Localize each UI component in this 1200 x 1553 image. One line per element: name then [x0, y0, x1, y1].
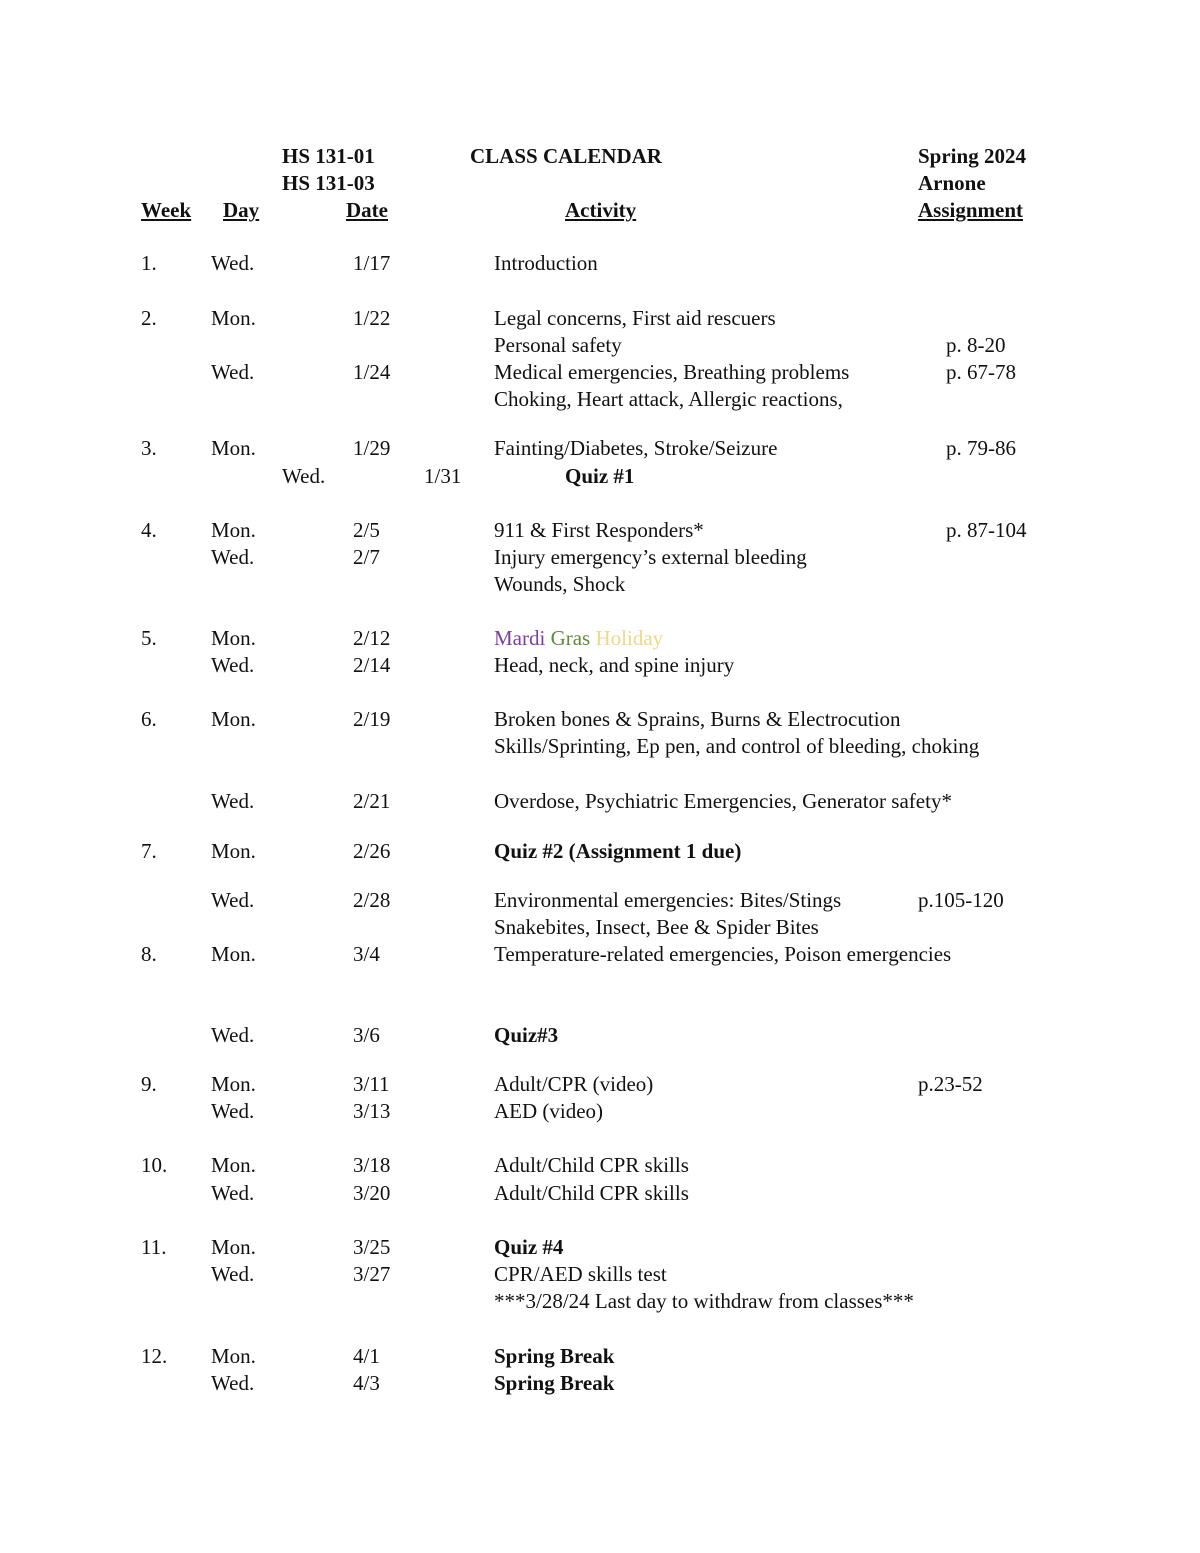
week-number: 5.	[141, 626, 157, 650]
activity-text: CPR/AED skills test	[494, 1262, 667, 1286]
class-date: 2/12	[353, 626, 391, 650]
assignment-pages: p.23-52	[918, 1072, 983, 1096]
column-header-activity: Activity	[565, 198, 637, 222]
week-number: 9.	[141, 1072, 157, 1096]
class-day: Wed.	[211, 1262, 255, 1286]
column-header-day: Day	[223, 198, 260, 222]
class-day: Wed.	[282, 464, 326, 488]
class-date: 3/6	[353, 1023, 380, 1047]
activity-text: Skills/Sprinting, Ep pen, and control of bleeding, choking	[494, 734, 980, 758]
class-day: Mon.	[211, 436, 256, 460]
mardi-word: Mardi	[494, 626, 546, 650]
class-date: 3/11	[353, 1072, 390, 1096]
class-date: 1/17	[353, 251, 391, 275]
column-header-week: Week	[141, 198, 192, 222]
class-day: Wed.	[211, 251, 255, 275]
class-date: 3/27	[353, 1262, 391, 1286]
activity-text: Legal concerns, First aid rescuers	[494, 306, 776, 330]
activity-text: Introduction	[494, 251, 598, 275]
class-day: Wed.	[211, 888, 255, 912]
column-header-date: Date	[346, 198, 388, 222]
activity-text: Fainting/Diabetes, Stroke/Seizure	[494, 436, 778, 460]
class-date: 3/4	[353, 942, 380, 966]
class-date: 3/18	[353, 1153, 391, 1177]
activity-text: Adult/Child CPR skills	[494, 1153, 689, 1177]
class-date: 2/5	[353, 518, 380, 542]
activity-text: Temperature-related emergencies, Poison emergencies	[494, 942, 952, 966]
class-day: Wed.	[211, 1023, 255, 1047]
activity-text: Snakebites, Insect, Bee & Spider Bites	[494, 915, 819, 939]
class-day: Wed.	[211, 545, 255, 569]
activity-text: Quiz #4	[494, 1235, 564, 1259]
week-number: 4.	[141, 518, 157, 542]
class-date: 2/7	[353, 545, 380, 569]
class-day: Wed.	[211, 360, 255, 384]
activity-text: 911 & First Responders*	[494, 518, 704, 542]
activity-text: Spring Break	[494, 1344, 615, 1368]
activity-text: Injury emergency’s external bleeding	[494, 545, 807, 569]
activity-text: Choking, Heart attack, Allergic reactions,	[494, 387, 843, 411]
week-number: 6.	[141, 707, 157, 731]
activity-text: Quiz#3	[494, 1023, 559, 1047]
class-day: Mon.	[211, 626, 256, 650]
activity-text: Quiz #1	[565, 464, 635, 488]
week-number: 7.	[141, 839, 157, 863]
holiday-word: Holiday	[595, 626, 664, 650]
class-date: 3/13	[353, 1099, 391, 1123]
activity-text: Quiz #2 (Assignment 1 due)	[494, 839, 742, 863]
week-number: 11.	[141, 1235, 167, 1259]
class-day: Mon.	[211, 1235, 256, 1259]
course-section-1: HS 131-01	[282, 144, 375, 168]
week-number: 2.	[141, 306, 157, 330]
activity-text: Medical emergencies, Breathing problems	[494, 360, 850, 384]
week-number: 3.	[141, 436, 157, 460]
activity-text: Personal safety	[494, 333, 622, 357]
mardi-gras-holiday-text	[494, 625, 663, 652]
assignment-pages: p.105-120	[918, 888, 1004, 912]
activity-text: AED (video)	[494, 1099, 604, 1123]
class-date: 2/19	[353, 707, 391, 731]
activity-text: Wounds, Shock	[494, 572, 626, 596]
class-date: 2/28	[353, 888, 391, 912]
class-date: 3/25	[353, 1235, 391, 1259]
class-day: Mon.	[211, 942, 256, 966]
week-number: 8.	[141, 942, 157, 966]
assignment-pages: p. 87-104	[946, 518, 1027, 542]
class-day: Mon.	[211, 1153, 256, 1177]
class-date: 1/29	[353, 436, 391, 460]
class-date: 3/20	[353, 1181, 391, 1205]
activity-text: Broken bones & Sprains, Burns & Electrocution	[494, 707, 901, 731]
assignment-pages: p. 67-78	[946, 360, 1016, 384]
class-date: 4/3	[353, 1371, 380, 1395]
class-date: 2/26	[353, 839, 391, 863]
withdraw-deadline-note: ***3/28/24 Last day to withdraw from classes***	[494, 1289, 914, 1313]
activity-text: Adult/CPR (video)	[494, 1072, 654, 1096]
activity-text: Overdose, Psychiatric Emergencies, Generator safety*	[494, 789, 952, 813]
activity-text: Head, neck, and spine injury	[494, 653, 735, 677]
course-section-2: HS 131-03	[282, 171, 375, 195]
gras-word: Gras	[550, 626, 591, 650]
week-number: 10.	[141, 1153, 168, 1177]
class-day: Wed.	[211, 1371, 255, 1395]
instructor-name: Arnone	[918, 171, 986, 195]
class-date: 1/31	[424, 464, 462, 488]
activity-text: Adult/Child CPR skills	[494, 1181, 689, 1205]
class-date: 4/1	[353, 1344, 380, 1368]
term-label: Spring 2024	[918, 144, 1026, 168]
class-date: 1/22	[353, 306, 391, 330]
class-day: Wed.	[211, 789, 255, 813]
class-date: 2/14	[353, 653, 391, 677]
assignment-pages: p. 79-86	[946, 436, 1016, 460]
class-day: Mon.	[211, 518, 256, 542]
class-day: Wed.	[211, 653, 255, 677]
page-title: CLASS CALENDAR	[470, 144, 662, 168]
assignment-pages: p. 8-20	[946, 333, 1006, 357]
class-day: Wed.	[211, 1181, 255, 1205]
activity-text: Environmental emergencies: Bites/Stings	[494, 888, 842, 912]
week-number: 1.	[141, 251, 157, 275]
class-day: Mon.	[211, 707, 256, 731]
class-date: 1/24	[353, 360, 391, 384]
column-header-assignment: Assignment	[918, 198, 1024, 222]
activity-text: Spring Break	[494, 1371, 615, 1395]
class-day: Wed.	[211, 1099, 255, 1123]
class-date: 2/21	[353, 789, 391, 813]
class-day: Mon.	[211, 1072, 256, 1096]
class-day: Mon.	[211, 1344, 256, 1368]
class-day: Mon.	[211, 839, 256, 863]
class-day: Mon.	[211, 306, 256, 330]
week-number: 12.	[141, 1344, 168, 1368]
